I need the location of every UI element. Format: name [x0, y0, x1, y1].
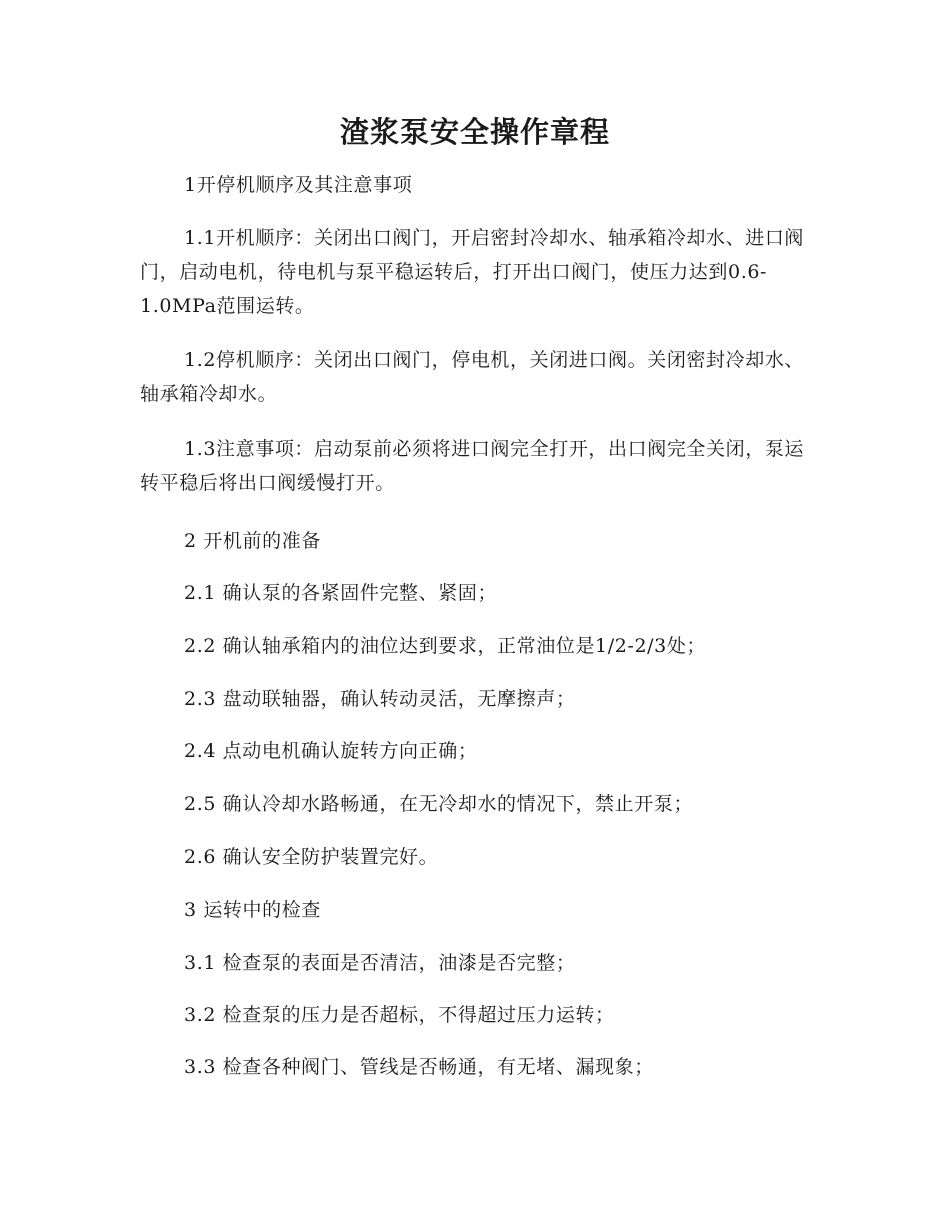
section-heading-3: 3 运转中的检查	[184, 899, 321, 921]
paragraph-2-5: 2.5 确认冷却水路畅通，在无冷却水的情况下，禁止开泵；	[184, 793, 694, 815]
paragraph-3-1: 3.1 检查泵的表面是否清洁，油漆是否完整；	[184, 952, 576, 974]
paragraph-2-1: 2.1 确认泵的各紧固件完整、紧固；	[184, 582, 498, 604]
paragraph-1-1: 1.1开机顺序：关闭出口阀门，开启密封冷却水、轴承箱冷却水、进口阀门，启动电机，待电机与泵平稳运转后，打开出口阀门，使压力达到0.6-1.0MPa范围运转。	[140, 227, 805, 317]
paragraph-3-3: 3.3 检查各种阀门、管线是否畅通，有无堵、漏现象；	[184, 1056, 654, 1078]
paragraph-2-4: 2.4 点动电机确认旋转方向正确；	[184, 740, 478, 762]
paragraph-2-2: 2.2 确认轴承箱内的油位达到要求，正常油位是1/2-2/3处；	[184, 635, 707, 657]
section-heading-2: 2 开机前的准备	[184, 530, 321, 552]
document-title: 渣浆泵安全操作章程	[339, 115, 610, 149]
paragraph-3-2: 3.2 检查泵的压力是否超标，不得超过压力运转；	[184, 1004, 615, 1026]
paragraph-2-6: 2.6 确认安全防护装置完好。	[184, 846, 439, 868]
section-heading-1: 1开停机顺序及其注意事项	[184, 174, 413, 196]
paragraph-2-3: 2.3 盘动联轴器，确认转动灵活，无摩擦声；	[184, 688, 576, 710]
paragraph-1-2: 1.2停机顺序：关闭出口阀门，停电机，关闭进口阀。关闭密封冷却水、轴承箱冷却水。	[140, 349, 805, 405]
paragraph-1-3: 1.3注意事项：启动泵前必须将进口阀完全打开，出口阀完全关闭，泵运转平稳后将出口阀缓慢打开。	[140, 438, 805, 494]
